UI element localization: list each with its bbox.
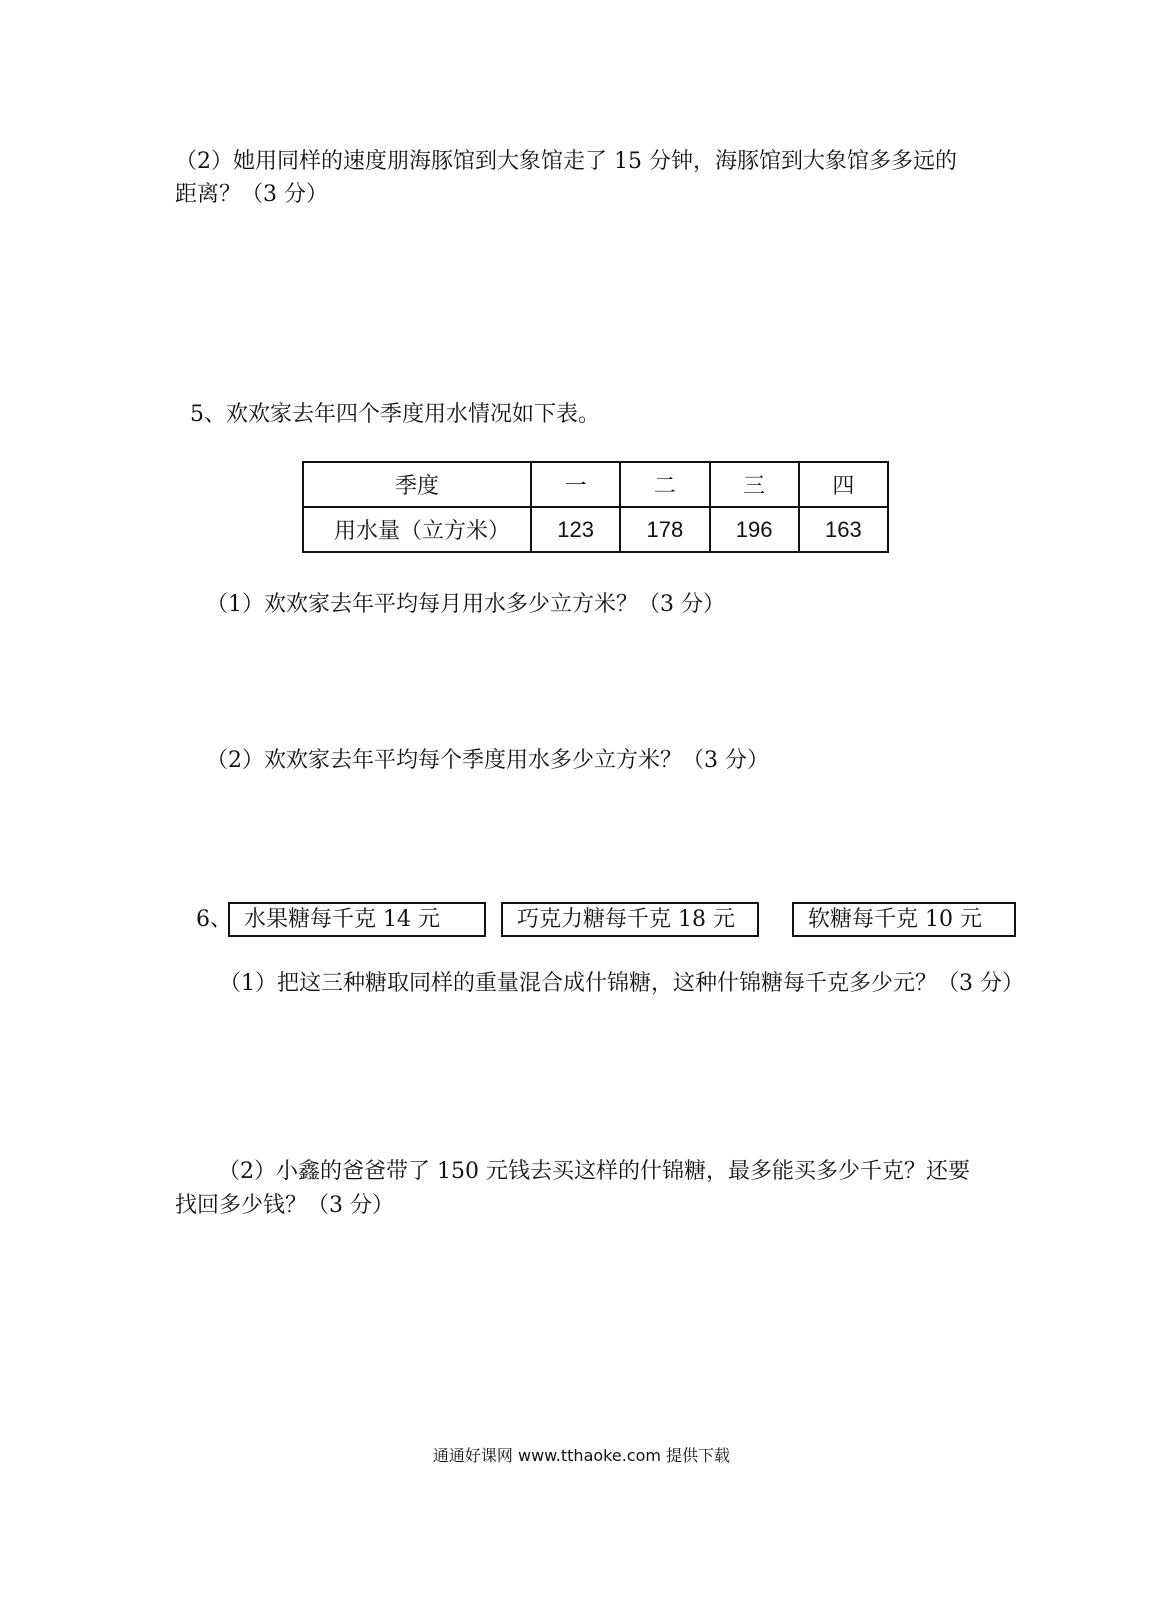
table-row: [303, 507, 888, 552]
price-box-fruit-candy: 水果糖每千克 14 元: [228, 902, 486, 937]
question-4-part-2-line-2: 距离？（3 分）: [175, 182, 328, 207]
question-5-part-1: （1）欢欢家去年平均每月用水多少立方米？（3 分）: [206, 592, 725, 617]
question-4-part-2-line-1: （2）她用同样的速度朋海豚馆到大象馆走了 15 分钟，海豚馆到大象馆多多远的: [175, 149, 957, 174]
table-cell-value-1: 123: [531, 507, 620, 552]
footer-source: 通通好课网 www.tthaoke.com 提供下载: [432, 1446, 731, 1465]
question-6-part-1: （1）把这三种糖取同样的重量混合成什锦糖，这种什锦糖每千克多少元？（3 分）: [219, 971, 1024, 996]
question-5-title: 5、欢欢家去年四个季度用水情况如下表。: [190, 402, 600, 427]
price-box-soft-candy: 软糖每千克 10 元: [792, 902, 1016, 937]
table-row-label: 用水量（立方米）: [303, 507, 531, 552]
question-5-part-2: （2）欢欢家去年平均每个季度用水多少立方米？（3 分）: [206, 748, 769, 773]
price-box-chocolate-candy: 巧克力糖每千克 18 元: [501, 902, 759, 937]
question-6-number: 6、: [196, 907, 232, 932]
water-usage-table: [302, 461, 889, 553]
question-6-part-2-line-2: 找回多少钱？（3 分）: [175, 1193, 394, 1218]
table-header-quarter-2: 二: [620, 462, 709, 507]
question-6-part-2-line-1: （2）小鑫的爸爸带了 150 元钱去买这样的什锦糖，最多能买多少千克？还要: [218, 1159, 970, 1184]
table-cell-value-3: 196: [710, 507, 799, 552]
table-header-quarter-1: 一: [531, 462, 620, 507]
table-cell-value-2: 178: [620, 507, 709, 552]
table-header-row: [303, 462, 888, 507]
table-header-label: 季度: [303, 462, 531, 507]
table-header-quarter-3: 三: [710, 462, 799, 507]
table-header-quarter-4: 四: [799, 462, 888, 507]
table-cell-value-4: 163: [799, 507, 888, 552]
